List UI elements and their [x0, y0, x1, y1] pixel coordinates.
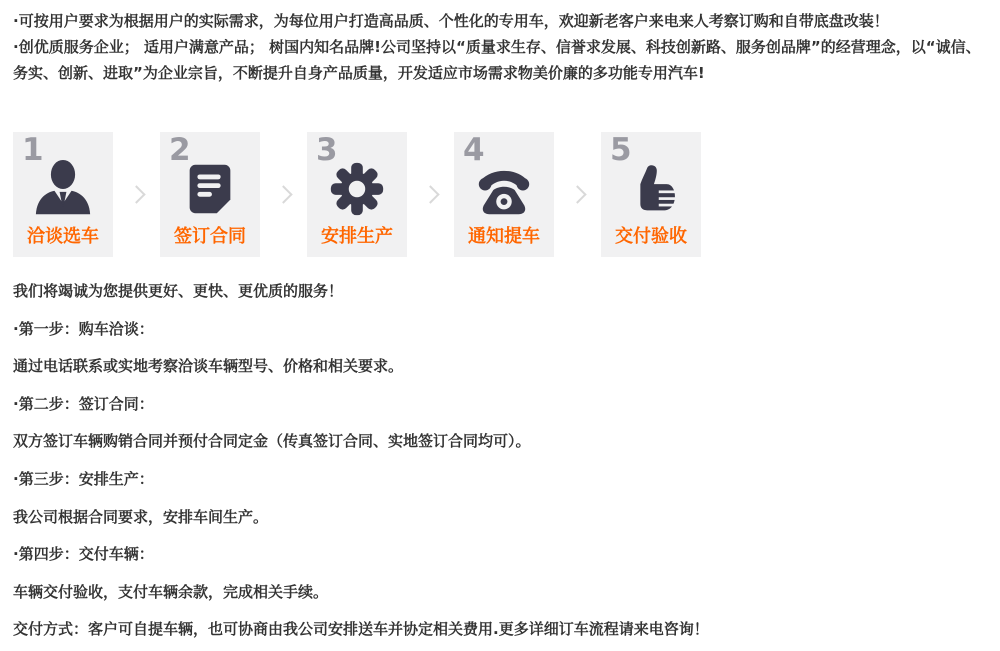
arrow-separator — [260, 132, 307, 257]
step-label: 安排生产 — [321, 226, 393, 247]
step-number: 4 — [463, 132, 485, 168]
step-label: 签订合同 — [174, 226, 246, 247]
document-icon — [179, 158, 241, 220]
chevron-right-icon — [421, 185, 439, 203]
step-label: 洽谈选车 — [27, 226, 99, 247]
arrow-separator — [113, 132, 160, 257]
step-heading: ·第三步：安排生产： — [13, 469, 154, 488]
intro-paragraph: ·可按用户要求为根据用户的实际需求，为每位用户打造高品质、个性化的专用车，欢迎新老客户来电来人考察订购和自带底盘改装！ — [13, 12, 889, 30]
step-label: 交付验收 — [615, 226, 687, 247]
person-icon — [32, 158, 94, 220]
intro-paragraph: ·创优质服务企业； 适用户满意产品； 树国内知名品牌!公司坚持以“质量求生存、信誉求发展、科技创新路、服务创品牌”的经营理念，以“诚信、务实、创新、进取”为企业宗旨，不断提升自身产品质量，开发适应市场需求物美价廉的多功能专用汽车! — [13, 38, 981, 82]
step-number: 3 — [316, 132, 338, 168]
process-step-1 — [13, 132, 113, 257]
arrow-separator — [407, 132, 454, 257]
step-number: 1 — [22, 132, 44, 168]
thumbs-up-icon — [620, 158, 682, 220]
chevron-right-icon — [568, 185, 586, 203]
step-heading: ·第四步：交付车辆： — [13, 545, 154, 564]
intro-section — [13, 8, 992, 86]
step-heading: ·第二步：签订合同： — [13, 394, 154, 413]
step-description: 双方签订车辆购销合同并预付合同定金（传真签订合同、实地签订合同均可）。 — [13, 432, 531, 451]
details-section — [13, 273, 992, 649]
chevron-right-icon — [274, 185, 292, 203]
chevron-right-icon — [127, 185, 145, 203]
process-step-5 — [601, 132, 701, 257]
step-number: 5 — [610, 132, 632, 168]
process-step-3 — [307, 132, 407, 257]
arrow-separator — [554, 132, 601, 257]
process-step-2 — [160, 132, 260, 257]
step-description: 我公司根据合同要求，安排车间生产。 — [13, 507, 269, 526]
process-step-4 — [454, 132, 554, 257]
step-description: 通过电话联系或实地考察洽谈车辆型号、价格和相关要求。 — [13, 357, 404, 376]
delivery-note-line: 交付方式：客户可自提车辆，也可协商由我公司安排送车并协定相关费用.更多详细订车流程请来电咨询！ — [13, 620, 709, 639]
step-label: 通知提车 — [468, 226, 540, 247]
step-heading: ·第一步：购车洽谈： — [13, 319, 154, 338]
step-number: 2 — [169, 132, 191, 168]
phone-icon — [473, 158, 535, 220]
service-promise-line: 我们将竭诚为您提供更好、更快、更优质的服务！ — [13, 282, 344, 300]
order-process-flow — [13, 132, 992, 257]
step-description: 车辆交付验收，支付车辆余款，完成相关手续。 — [13, 582, 329, 601]
gear-icon — [326, 158, 388, 220]
